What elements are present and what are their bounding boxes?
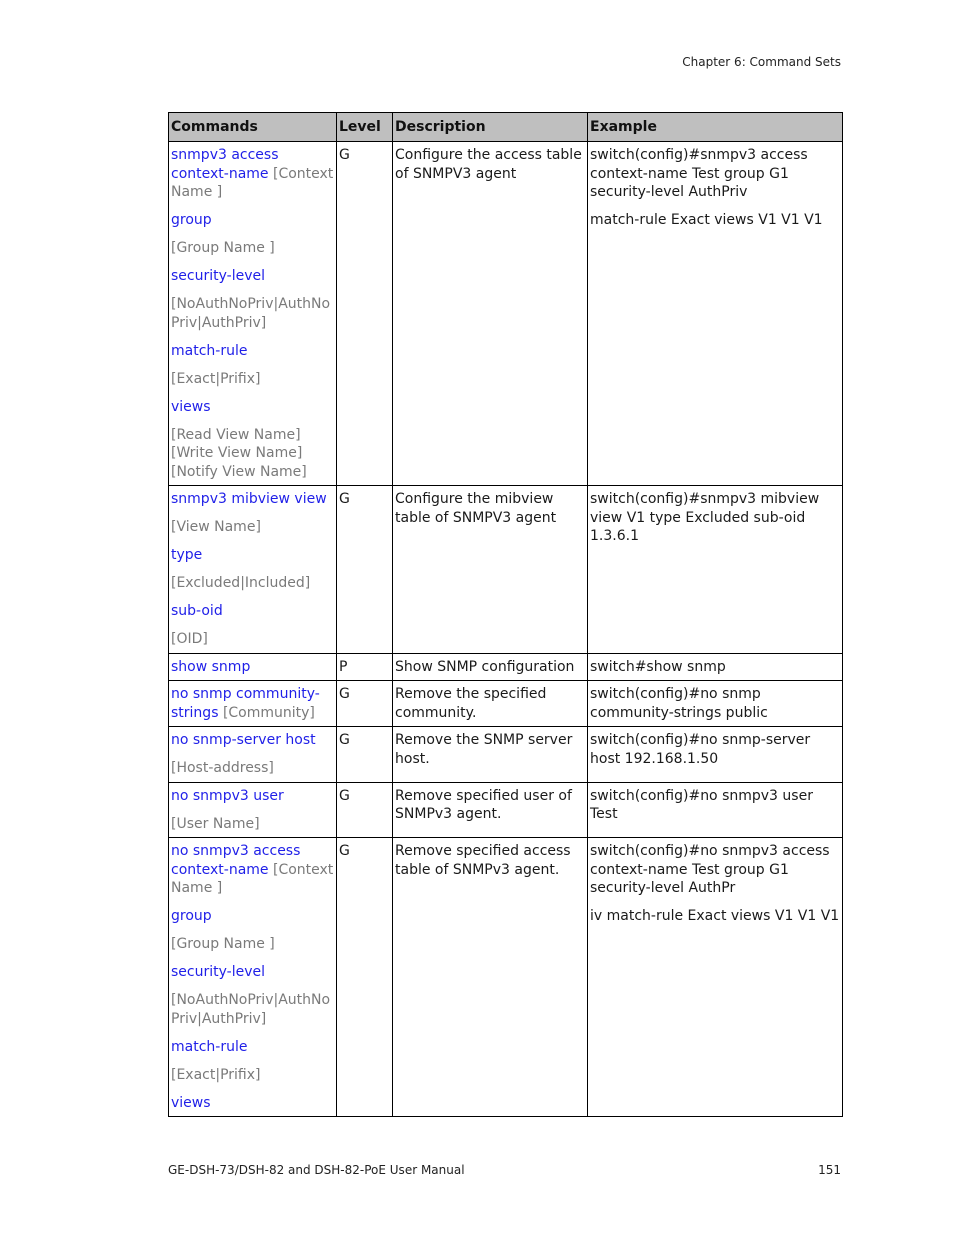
example-text: switch(config)#no snmp-server host 192.168.1.50 bbox=[590, 732, 811, 767]
header-description: Description bbox=[393, 113, 588, 142]
command-line bbox=[171, 1066, 334, 1085]
header-example: Example bbox=[588, 113, 843, 142]
command-keyword: snmpv3 mibview view bbox=[171, 491, 327, 507]
description-text: Remove the SNMP server host. bbox=[395, 732, 573, 767]
chapter-header: Chapter 6: Command Sets bbox=[682, 55, 841, 69]
command-keyword: security-level bbox=[171, 964, 265, 980]
command-line bbox=[171, 685, 334, 722]
command-cell bbox=[169, 681, 337, 727]
description-cell bbox=[393, 486, 588, 654]
command-line bbox=[171, 935, 334, 954]
command-line bbox=[171, 991, 334, 1028]
command-keyword: no snmp community-strings bbox=[171, 686, 320, 721]
command-argument: [Group Name ] bbox=[171, 936, 275, 952]
command-line bbox=[171, 815, 334, 834]
command-line bbox=[171, 842, 334, 898]
level-cell: G bbox=[337, 838, 393, 1117]
command-cell bbox=[169, 653, 337, 681]
command-keyword: sub-oid bbox=[171, 603, 223, 619]
table-row bbox=[169, 486, 843, 654]
command-line bbox=[171, 546, 334, 565]
table-row bbox=[169, 142, 843, 486]
command-keyword: snmpv3 access context-name bbox=[171, 147, 279, 182]
command-keyword: no snmpv3 access context-name bbox=[171, 843, 301, 878]
command-argument: [User Name] bbox=[171, 815, 260, 832]
command-line bbox=[171, 398, 334, 417]
command-line bbox=[171, 370, 334, 389]
command-line bbox=[171, 759, 334, 778]
level-cell: G bbox=[337, 727, 393, 783]
example-text: match-rule Exact views V1 V1 V1 bbox=[590, 212, 823, 228]
description-text: Remove the specified community. bbox=[395, 686, 547, 721]
level-cell: G bbox=[337, 782, 393, 838]
command-line bbox=[171, 658, 334, 677]
example-text: switch#show snmp bbox=[590, 658, 726, 675]
command-argument: [Group Name ] bbox=[171, 240, 275, 256]
command-line bbox=[171, 1094, 334, 1113]
example-text: switch(config)#no snmpv3 access context-name Test group G1 security-level AuthPr bbox=[590, 843, 830, 896]
description-cell bbox=[393, 142, 588, 486]
command-argument: [Community] bbox=[222, 704, 315, 721]
description-text: Show SNMP configuration bbox=[395, 658, 575, 675]
command-argument: [NoAuthNoPriv|AuthNoPriv|AuthPriv] bbox=[171, 992, 331, 1027]
command-argument: [Exact|Prifix] bbox=[171, 370, 261, 387]
command-line bbox=[171, 518, 334, 537]
table-row bbox=[169, 727, 843, 783]
command-argument: [NoAuthNoPriv|AuthNoPriv|AuthPriv] bbox=[171, 296, 331, 331]
footer-manual-title: GE-DSH-73/DSH-82 and DSH-82-PoE User Manual bbox=[168, 1163, 465, 1177]
command-table bbox=[168, 112, 843, 1117]
description-cell bbox=[393, 653, 588, 681]
command-line bbox=[171, 342, 334, 361]
table-row bbox=[169, 782, 843, 838]
command-line bbox=[171, 211, 334, 230]
example-text: switch(config)#snmpv3 access context-name Test group G1 security-level AuthPriv bbox=[590, 147, 808, 200]
example-cell bbox=[588, 142, 843, 486]
header-level: Level bbox=[337, 113, 393, 142]
command-cell bbox=[169, 142, 337, 486]
table-body bbox=[169, 142, 843, 1117]
description-cell bbox=[393, 727, 588, 783]
command-keyword: match-rule bbox=[171, 342, 248, 359]
command-line bbox=[171, 731, 334, 750]
command-argument: [Host-address] bbox=[171, 760, 274, 776]
command-argument: [Exact|Prifix] bbox=[171, 1066, 261, 1083]
header-commands: Commands bbox=[169, 113, 337, 142]
command-line bbox=[171, 239, 334, 258]
table-row bbox=[169, 681, 843, 727]
example-cell bbox=[588, 727, 843, 783]
description-cell bbox=[393, 838, 588, 1117]
page-number: 151 bbox=[818, 1163, 841, 1177]
description-text: Remove specified access table of SNMPv3 agent. bbox=[395, 843, 571, 878]
command-argument: [Context Name ] bbox=[171, 165, 334, 200]
command-keyword: group bbox=[171, 212, 212, 228]
level-cell: G bbox=[337, 681, 393, 727]
description-text: Configure the mibview table of SNMPV3 agent bbox=[395, 491, 557, 526]
command-cell bbox=[169, 486, 337, 654]
command-argument: [Excluded|Included] bbox=[171, 575, 311, 591]
level-cell: P bbox=[337, 653, 393, 681]
example-text: switch(config)#snmpv3 mibview view V1 type Excluded sub-oid 1.3.6.1 bbox=[590, 491, 820, 544]
command-cell bbox=[169, 727, 337, 783]
level-cell: G bbox=[337, 486, 393, 654]
command-line bbox=[171, 490, 334, 509]
command-argument: [Context Name ] bbox=[171, 861, 334, 896]
command-keyword: no snmp-server host bbox=[171, 732, 316, 748]
command-cell bbox=[169, 838, 337, 1117]
command-line bbox=[171, 426, 334, 482]
command-keyword: views bbox=[171, 398, 211, 415]
command-cell bbox=[169, 782, 337, 838]
command-keyword: type bbox=[171, 547, 203, 563]
command-keyword: match-rule bbox=[171, 1038, 248, 1055]
command-line bbox=[171, 295, 334, 332]
description-cell bbox=[393, 681, 588, 727]
command-line bbox=[171, 574, 334, 593]
command-argument: [Read View Name] [Write View Name] [Notify View Name] bbox=[171, 426, 307, 480]
table-row bbox=[169, 838, 843, 1117]
command-keyword: show snmp bbox=[171, 658, 251, 675]
command-line bbox=[171, 787, 334, 806]
command-line bbox=[171, 602, 334, 621]
table-row bbox=[169, 653, 843, 681]
example-text: switch(config)#no snmp community-strings public bbox=[590, 686, 768, 721]
example-cell bbox=[588, 486, 843, 654]
description-cell bbox=[393, 782, 588, 838]
command-keyword: views bbox=[171, 1094, 211, 1111]
table-header-row bbox=[169, 113, 843, 142]
command-line bbox=[171, 146, 334, 202]
command-keyword: security-level bbox=[171, 268, 265, 284]
command-line bbox=[171, 267, 334, 286]
example-cell bbox=[588, 653, 843, 681]
example-text: iv match-rule Exact views V1 V1 V1 bbox=[590, 908, 840, 924]
example-cell bbox=[588, 681, 843, 727]
command-keyword: no snmpv3 user bbox=[171, 787, 284, 804]
command-argument: [OID] bbox=[171, 631, 208, 647]
example-text: switch(config)#no snmpv3 user Test bbox=[590, 787, 813, 822]
level-cell: G bbox=[337, 142, 393, 486]
example-cell bbox=[588, 782, 843, 838]
command-line bbox=[171, 1038, 334, 1057]
description-text: Configure the access table of SNMPV3 agent bbox=[395, 147, 582, 182]
command-line bbox=[171, 907, 334, 926]
command-argument: [View Name] bbox=[171, 519, 261, 535]
command-line bbox=[171, 963, 334, 982]
command-line bbox=[171, 630, 334, 649]
description-text: Remove specified user of SNMPv3 agent. bbox=[395, 787, 572, 822]
example-cell bbox=[588, 838, 843, 1117]
command-keyword: group bbox=[171, 908, 212, 924]
